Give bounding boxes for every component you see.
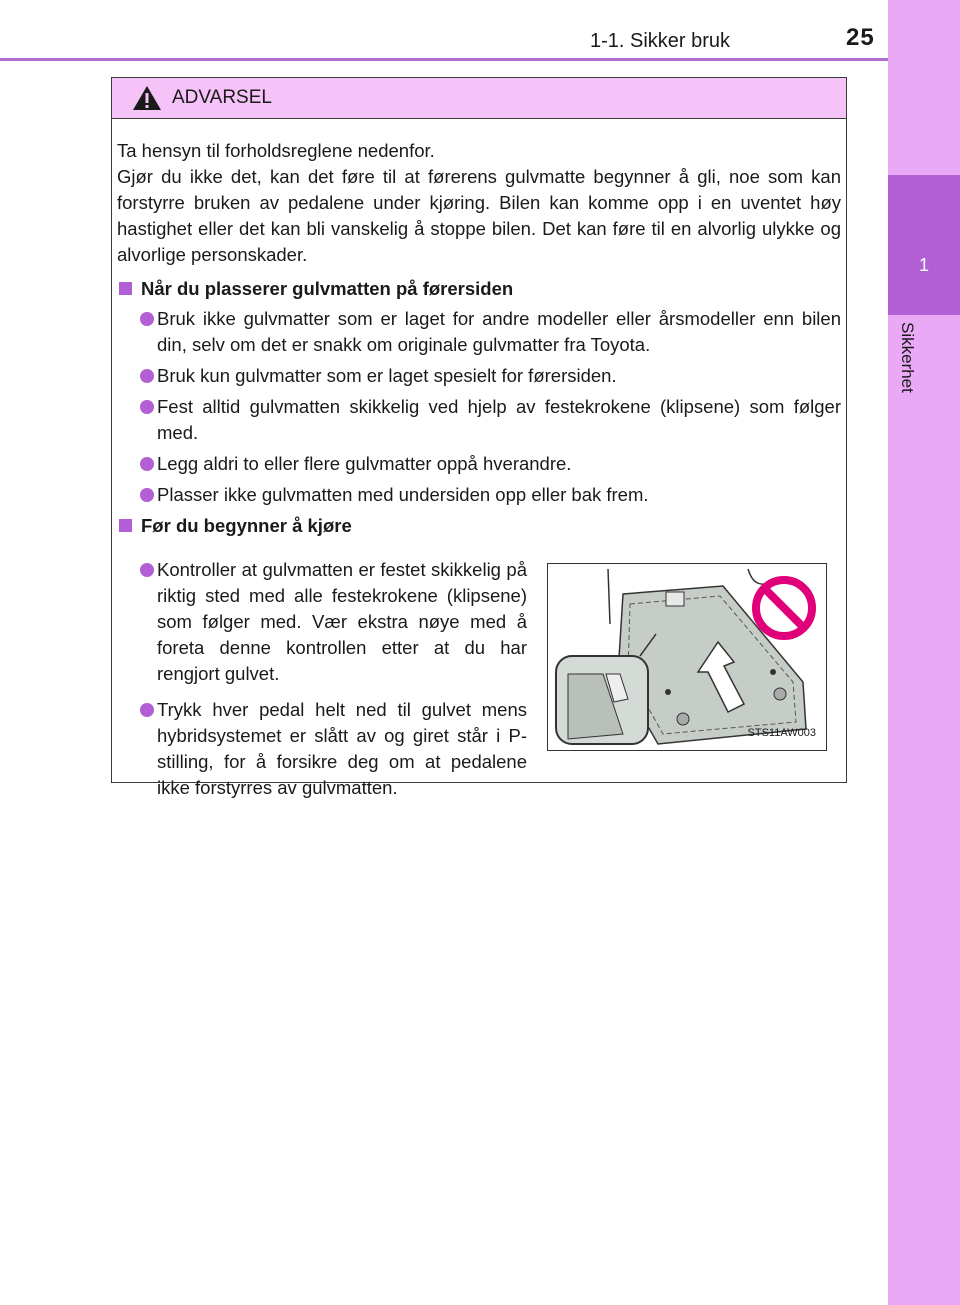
chapter-tab[interactable]: [888, 175, 960, 315]
warning-triangle-icon: [132, 85, 162, 111]
bullet-icon: [140, 703, 154, 717]
section-title: 1-1. Sikker bruk: [590, 30, 731, 52]
figure-code: STS11AW003: [747, 727, 816, 739]
list-item: Legg aldri to eller flere gulvmatter oppå hverandre.: [117, 451, 841, 477]
bullet-icon: [140, 563, 154, 577]
bullet-icon: [140, 312, 154, 326]
list-item: Bruk kun gulvmatter som er laget spesielt for førersiden.: [117, 363, 841, 389]
figure-text: [117, 557, 527, 806]
bullet-icon: [140, 457, 154, 471]
square-bullet-icon: [119, 282, 132, 295]
page-number: 25: [846, 24, 875, 51]
intro-line: Ta hensyn til forholdsreglene nedenfor.: [117, 140, 435, 161]
list-item: Kontroller at gulvmatten er festet skikkelig på riktig sted med alle festekrokene (klipsene) som følger med. Vær ekstra nøye med å foreta denne kontrollen etter at du har rengjort gulvet.: [117, 557, 527, 687]
warning-header: [112, 78, 846, 119]
floor-mat-illustration: [547, 563, 827, 751]
warning-box: [111, 77, 847, 798]
section-heading: Før du begynner å kjøre: [117, 513, 841, 539]
list-item: Plasser ikke gulvmatten med undersiden opp eller bak frem.: [117, 482, 841, 508]
intro-text: Gjør du ikke det, kan det føre til at førerens gulvmatte begynner å gli, noe som kan forstyrre bruken av pedalene under kjøring. Bilen kan komme opp i en uventet høy hastighet eller det kan bli vanskelig å stoppe bilen. Det kan føre til en alvorlig ulykke og alvorlige personskader.: [117, 166, 841, 265]
header-divider: [0, 58, 888, 61]
bullet-icon: [140, 488, 154, 502]
warning-content: [117, 138, 841, 798]
chapter-number: 1: [918, 255, 929, 275]
section-heading: Når du plasserer gulvmatten på førersiden: [117, 276, 841, 302]
list-item: Fest alltid gulvmatten skikkelig ved hjelp av festekrokene (klipsene) som følger med.: [117, 394, 841, 446]
list-item: Trykk hver pedal helt ned til gulvet mens hybridsystemet er slått av og giret står i P-stilling, for å forsikre deg om at pedalene ikke forstyrres av gulvmatten.: [117, 697, 527, 801]
list-item: Bruk ikke gulvmatter som er laget for andre modeller eller årsmodeller enn bilen din, selv om det er snakk om originale gulvmatter fra Toyota.: [117, 306, 841, 358]
bullet-icon: [140, 400, 154, 414]
chapter-label: Sikkerhet: [898, 322, 917, 393]
figure-row: [117, 543, 841, 798]
bullet-icon: [140, 369, 154, 383]
warning-title: ADVARSEL: [172, 87, 272, 108]
square-bullet-icon: [119, 519, 132, 532]
